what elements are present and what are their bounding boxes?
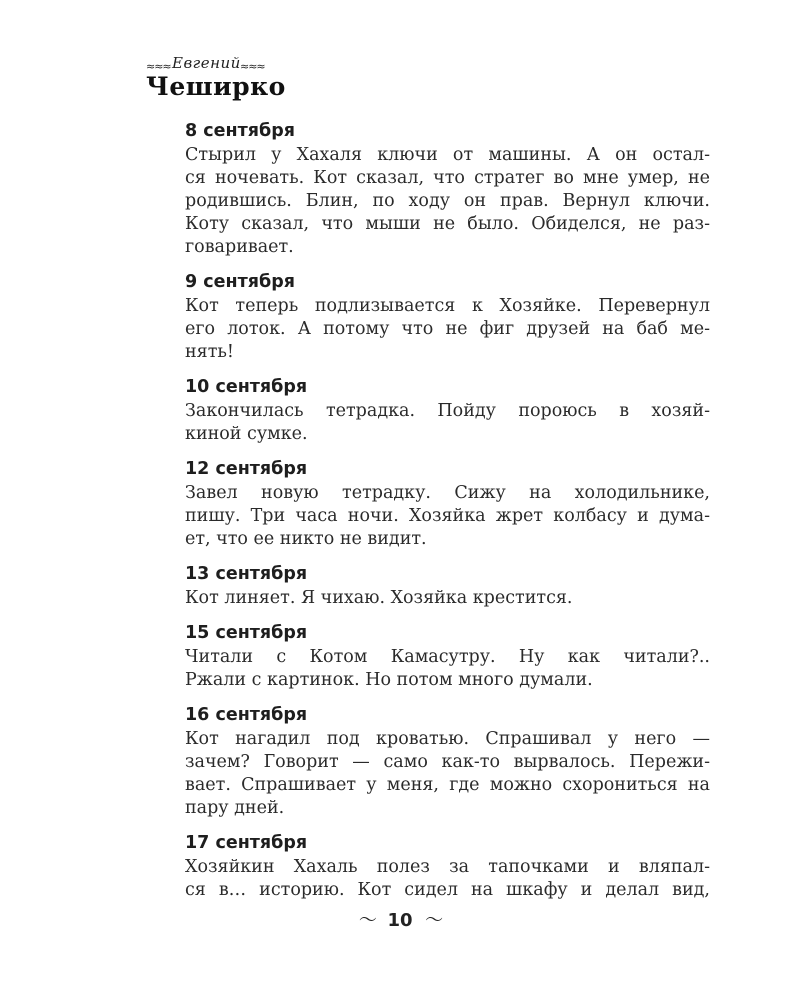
diary-entry bbox=[185, 456, 710, 551]
entry-date: 15 сентября bbox=[185, 623, 308, 643]
entry-date: 12 сентября bbox=[185, 459, 308, 479]
entry-line: пишу. Три часа ночи. Хозяйка жрет колбасу и дума- bbox=[185, 506, 710, 526]
entry-line: родившись. Блин, по ходу он прав. Вернул ключи. bbox=[185, 191, 710, 211]
entry-line: его лоток. А потому что не фиг друзей на баб ме- bbox=[185, 319, 710, 339]
entry-line: Читали с Котом Камасутру. Ну как читали?.. bbox=[185, 647, 710, 667]
entry-line: ет, что ее никто не видит. bbox=[185, 529, 427, 549]
author-first-name: Евгений bbox=[172, 54, 241, 72]
footer-ornament-left: 〜 bbox=[358, 910, 375, 931]
diary-content bbox=[185, 118, 710, 912]
entry-line: ся ночевать. Кот сказал, что стратег во мне умер, не bbox=[185, 168, 710, 188]
entry-date: 8 сентября bbox=[185, 121, 295, 141]
page-footer bbox=[0, 906, 800, 932]
diary-entry bbox=[185, 269, 710, 364]
entry-line: Завел новую тетрадку. Сижу на холодильнике, bbox=[185, 483, 710, 503]
diary-entry bbox=[185, 374, 710, 446]
entry-line: говаривает. bbox=[185, 237, 294, 257]
author-logo bbox=[140, 54, 286, 109]
page-number: 10 bbox=[387, 910, 413, 931]
diary-entry bbox=[185, 830, 710, 902]
entry-line: киной сумке. bbox=[185, 424, 308, 444]
diary-entry bbox=[185, 620, 710, 692]
author-last-name: Чеширко bbox=[146, 72, 286, 101]
entry-line: Ржали с картинок. Но потом много думали. bbox=[185, 670, 593, 690]
entry-date: 10 сентября bbox=[185, 377, 308, 397]
entry-date: 13 сентября bbox=[185, 564, 308, 584]
logo-decoration-left: ≈≈≈ bbox=[146, 60, 171, 73]
diary-entry bbox=[185, 118, 710, 259]
entry-line: Хозяйкин Хахаль полез за тапочками и вляпал- bbox=[185, 857, 710, 877]
entry-line: Стырил у Хахаля ключи от машины. А он остал- bbox=[185, 145, 710, 165]
entry-date: 9 сентября bbox=[185, 272, 295, 292]
footer-ornament-right: 〜 bbox=[425, 910, 442, 931]
entry-line: Коту сказал, что мыши не было. Обиделся, не раз- bbox=[185, 214, 710, 234]
entry-line: Кот нагадил под кроватью. Спрашивал у него — bbox=[185, 729, 710, 749]
logo-decoration-right: ≈≈≈ bbox=[240, 60, 265, 73]
entry-line: пару дней. bbox=[185, 798, 285, 818]
entry-date: 16 сентября bbox=[185, 705, 308, 725]
entry-line: нять! bbox=[185, 342, 234, 362]
entry-line: зачем? Говорит — само как-то вырвалось. Пережи- bbox=[185, 752, 710, 772]
entry-line: Закончилась тетрадка. Пойду пороюсь в хозяй- bbox=[185, 401, 710, 421]
entry-line: вает. Спрашивает у меня, где можно схорониться на bbox=[185, 775, 710, 795]
entry-line: ся в… историю. Кот сидел на шкафу и делал вид, bbox=[185, 880, 710, 900]
entry-date: 17 сентября bbox=[185, 833, 308, 853]
entry-line: Кот линяет. Я чихаю. Хозяйка крестится. bbox=[185, 588, 573, 608]
entry-line: Кот теперь подлизывается к Хозяйке. Перевернул bbox=[185, 296, 710, 316]
diary-entry bbox=[185, 561, 710, 610]
diary-entry bbox=[185, 702, 710, 820]
